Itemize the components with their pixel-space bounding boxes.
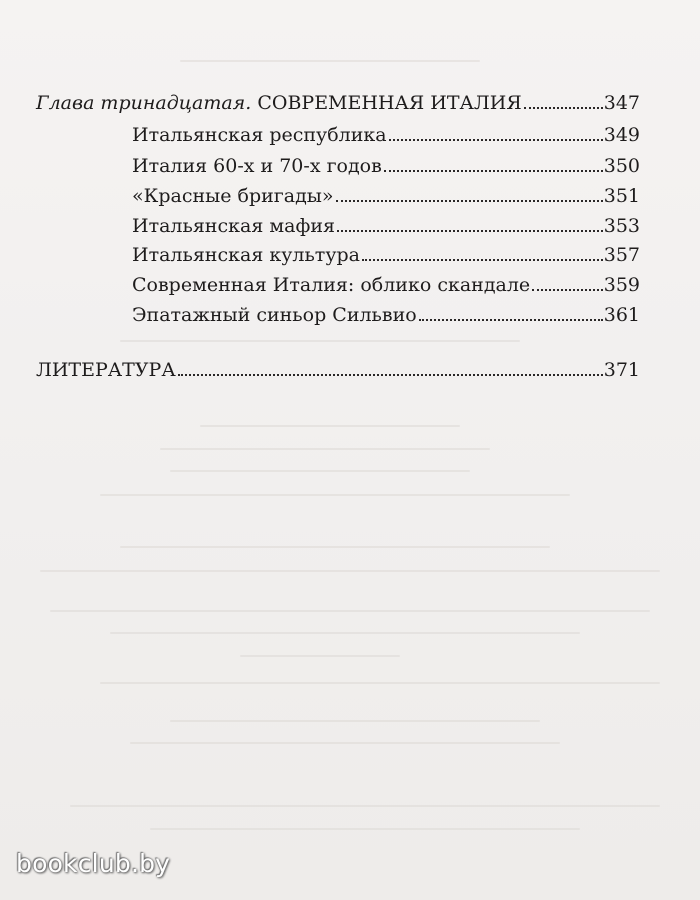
toc-section-entry[interactable] [132, 297, 640, 327]
toc-section-entry[interactable] [132, 117, 640, 147]
dot-leader [337, 230, 603, 232]
literature-title: ЛИТЕРАТУРА [36, 359, 176, 381]
page-number: 371 [603, 359, 640, 381]
page-number: 347 [603, 92, 640, 114]
section-title: Итальянская культура [132, 244, 360, 266]
section-title: Италия 60-х и 70-х годов [132, 155, 382, 177]
section-title: Итальянская республика [132, 124, 387, 146]
page-number: 350 [603, 155, 640, 177]
toc-section-entry[interactable] [132, 178, 640, 208]
section-title: Эпатажный синьор Сильвио [132, 304, 417, 326]
page-number: 361 [603, 304, 640, 326]
page-number: 349 [603, 124, 640, 146]
dot-leader [178, 374, 603, 376]
page-number: 351 [603, 185, 640, 207]
section-title: Современная Италия: облико скандале [132, 274, 531, 296]
chapter-prefix: Глава тринадцатая. [36, 92, 252, 114]
toc-section-entry[interactable] [132, 208, 640, 238]
toc-section-entry[interactable] [132, 237, 640, 267]
site-watermark: bookclub.by [16, 849, 171, 878]
page-number: 359 [603, 274, 640, 296]
dot-leader [336, 200, 603, 202]
page-number: 353 [603, 215, 640, 237]
toc-section-entry[interactable] [132, 267, 640, 297]
dot-leader [532, 289, 603, 291]
dot-leader [389, 139, 603, 141]
toc-section-entry[interactable] [132, 148, 640, 178]
chapter-name: СОВРЕМЕННАЯ ИТАЛИЯ [257, 92, 522, 114]
dot-leader [419, 319, 603, 321]
toc-literature-entry[interactable] [36, 352, 640, 382]
dot-leader [384, 170, 603, 172]
section-title: «Красные бригады» [132, 185, 334, 207]
toc-chapter-entry[interactable] [36, 85, 640, 115]
dot-leader [524, 107, 603, 109]
chapter-title [36, 91, 522, 115]
section-title: Итальянская мафия [132, 215, 335, 237]
page-number: 357 [603, 244, 640, 266]
dot-leader [362, 259, 603, 261]
